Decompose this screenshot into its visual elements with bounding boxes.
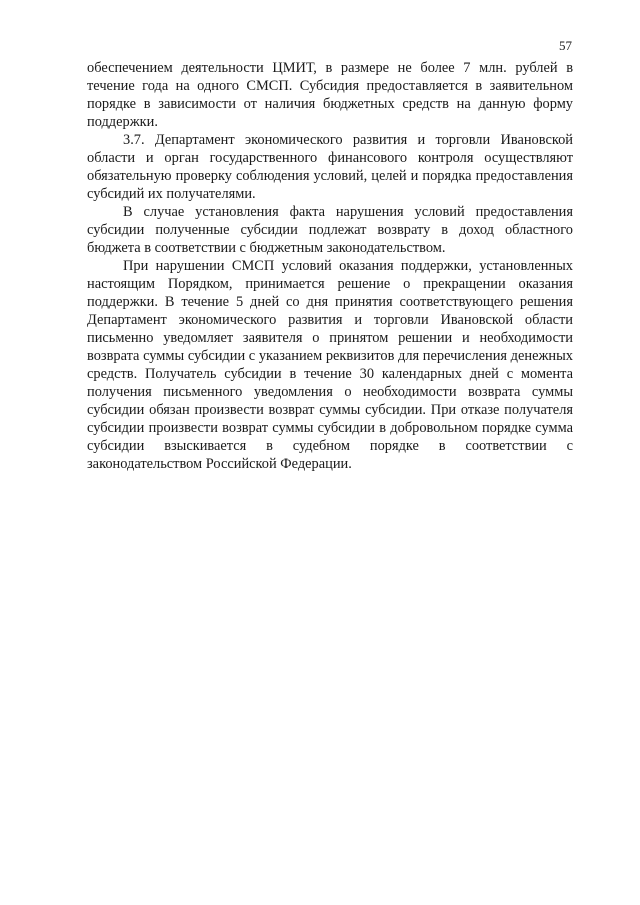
paragraph-section-3-7: 3.7. Департамент экономического развития и торговли Ивановской области и орган государственного финансового контроля осуществляют обязательную проверку соблюдения условий, целей и порядка предоставления субсидий их получателями. [87, 132, 573, 202]
paragraph-continuation: обеспечением деятельности ЦМИТ, в размере не более 7 млн. рублей в течение года на одного СМСП. Субсидия предоставляется в заявительном порядке в зависимости от наличия бюджетных средств на данную форму поддержки. [87, 60, 573, 130]
paragraph-support-termination: При нарушении СМСП условий оказания поддержки, установленных настоящим Порядком, принимается решение о прекращении оказания поддержки. В течение 5 дней со дня принятия соответствующего решения Департамент экономического развития и торговли Ивановской области письменно уведомляет заявителя о принятом решении и необходимости возврата суммы субсидии с указанием реквизитов для перечисления денежных средств. Получатель субсидии в течение 30 календарных дней с момента получения письменного уведомления о необходимости возврата суммы субсидии обязан произвести возврат суммы субсидии. При отказе получателя субсидии произвести возврат суммы субсидии в добровольном порядке сумма субсидии взыскивается в судебном порядке в соответствии с законодательством Российской Федерации. [87, 258, 573, 472]
page-number: 57 [559, 38, 572, 53]
document-body [87, 59, 573, 473]
paragraph-violation-refund: В случае установления факта нарушения условий предоставления субсидии полученные субсидии подлежат возврату в доход областного бюджета в соответствии с бюджетным законодательством. [87, 204, 573, 256]
